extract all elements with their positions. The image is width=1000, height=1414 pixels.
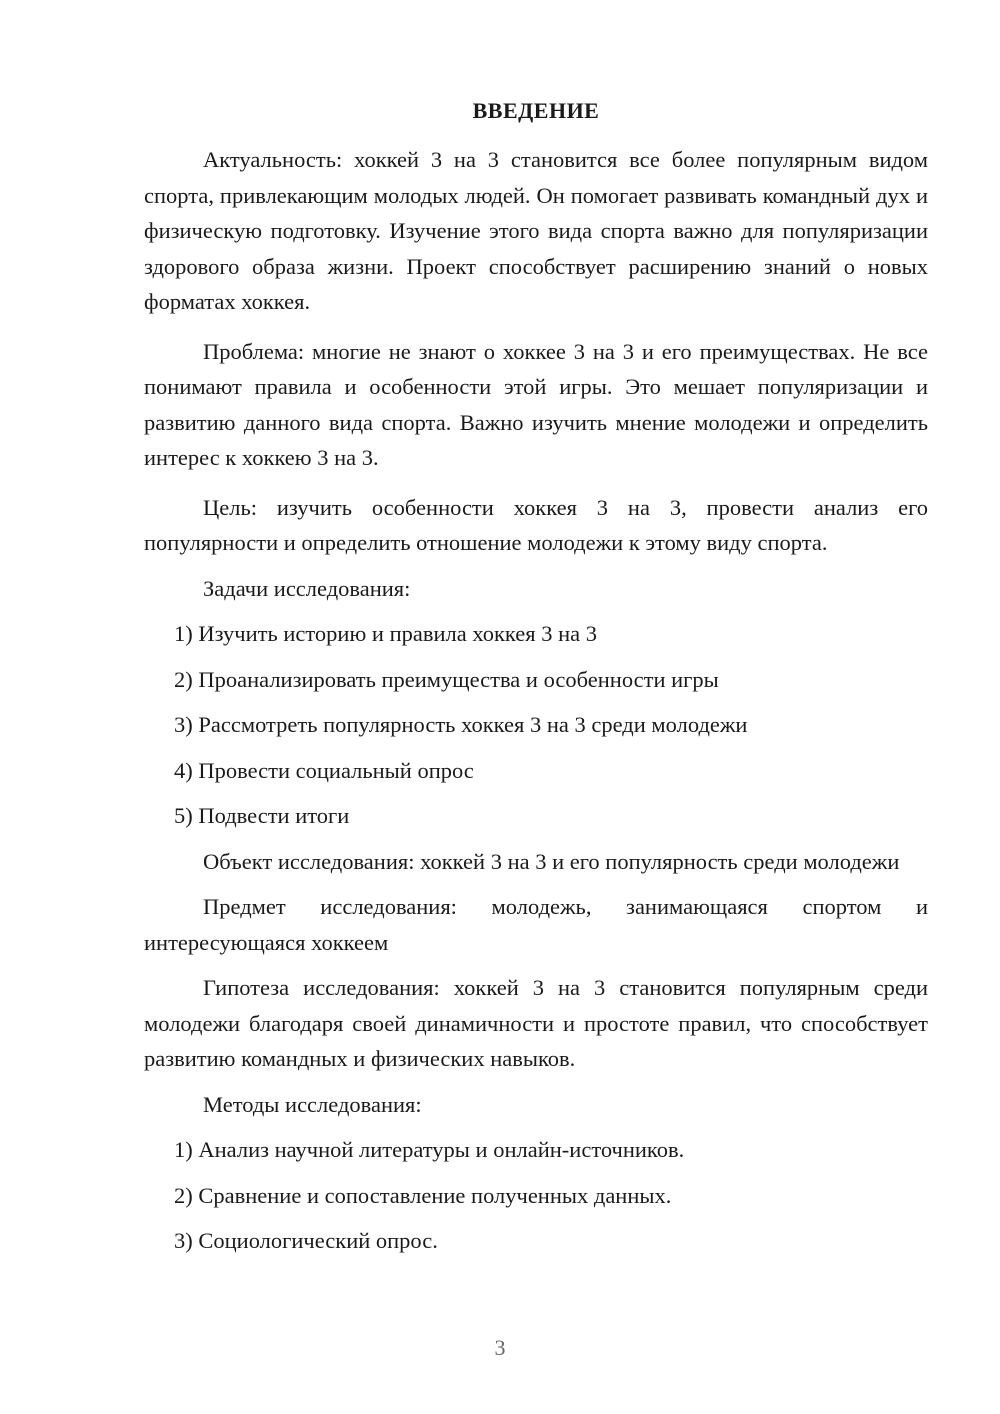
goal-paragraph: Цель: изучить особенности хоккея 3 на 3, провести анализ его популярности и определить отношение молодежи к этому виду спорта. xyxy=(144,494,928,555)
task-item: 5) Подвести итоги xyxy=(174,803,350,828)
method-item: 3) Социологический опрос. xyxy=(174,1228,438,1253)
problem-paragraph: Проблема: многие не знают о хоккее 3 на 3 и его преимуществах. Не все понимают правила и особенности этой игры. Это мешает популяризации и развитию данного вида спорта. Важно изучить мнение молодежи и определить интерес к хоккею 3 на 3. xyxy=(144,338,928,470)
subject-paragraph: Предмет исследования: молодежь, занимающаяся спортом и интересующаяся хоккеем xyxy=(144,894,928,955)
method-item: 1) Анализ научной литературы и онлайн-источников. xyxy=(174,1137,685,1162)
page-number: 3 xyxy=(494,1335,506,1360)
relevance-paragraph: Актуальность: хоккей 3 на 3 становится все более популярным видом спорта, привлекающим молодых людей. Он помогает развивать командный дух и физическую подготовку. Изучение этого вида спорта важно для популяризации здорового образа жизни. Проект способствует расширению знаний о новых форматах хоккея. xyxy=(144,147,928,314)
task-item: 4) Провести социальный опрос xyxy=(174,757,474,783)
method-item: 2) Сравнение и сопоставление полученных данных. xyxy=(174,1182,672,1208)
hypothesis-paragraph: Гипотеза исследования: хоккей 3 на 3 становится популярным среди молодежи благодаря своей динамичности и простоте правил, что способствует развитию командных и физических навыков. xyxy=(144,975,928,1071)
task-item: 3) Рассмотреть популярность хоккея 3 на 3 среди молодежи xyxy=(174,712,748,737)
task-item: 2) Проанализировать преимущества и особенности игры xyxy=(174,666,719,692)
object-paragraph: Объект исследования: хоккей 3 на 3 и его популярность среди молодежи xyxy=(203,848,900,874)
section-title: ВВЕДЕНИЕ xyxy=(472,98,600,123)
document-page xyxy=(144,96,928,1269)
methods-heading: Методы исследования: xyxy=(203,1091,422,1117)
task-item: 1) Изучить историю и правила хоккея 3 на 3 xyxy=(174,621,598,646)
tasks-heading: Задачи исследования: xyxy=(203,575,411,601)
